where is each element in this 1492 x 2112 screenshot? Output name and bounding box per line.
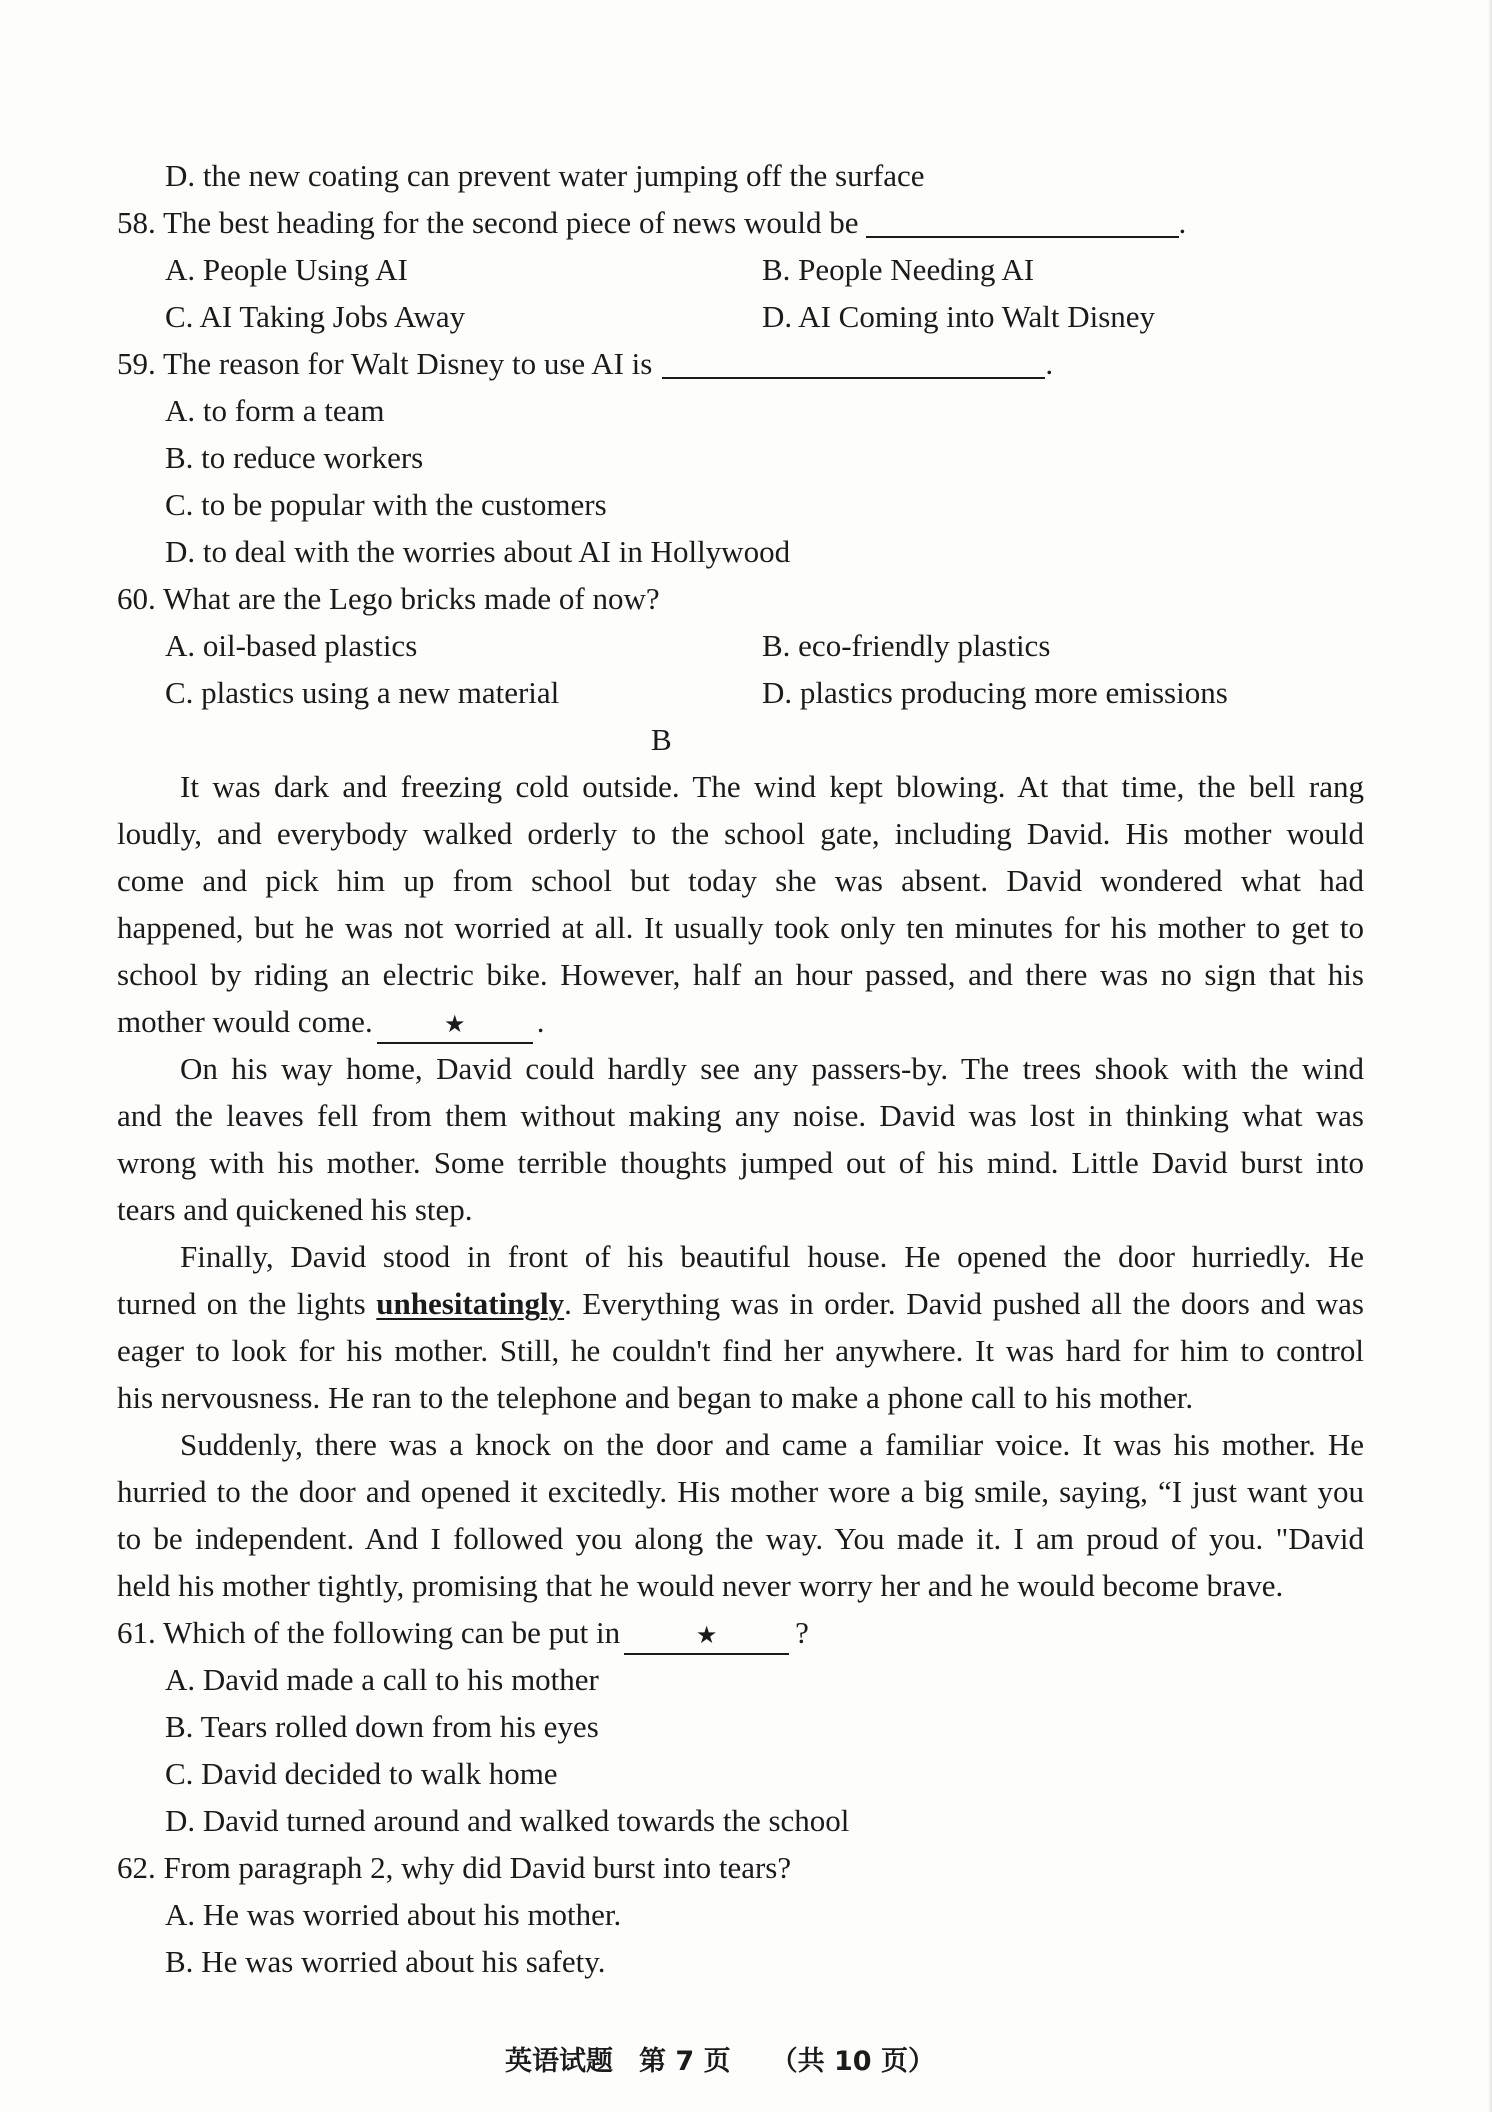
- q61-option-c: C. David decided to walk home: [165, 1756, 558, 1791]
- passage-paragraph-4: [117, 1421, 1364, 1609]
- paragraph-line: On his way home, David could hardly see any passers-by. The trees shook with the wind: [180, 1051, 1364, 1086]
- q59-option-b: B. to reduce workers: [165, 440, 424, 475]
- footer-total-pages: （共 10 页）: [770, 2046, 935, 2077]
- paragraph-line: school by riding an electric bike. However, half an hour passed, and there was no sign that his: [117, 957, 1364, 992]
- q59-stem: 59. The reason for Walt Disney to use AI is: [117, 346, 653, 381]
- q60-option-c: C. plastics using a new material: [165, 675, 560, 710]
- q59-stem-end: .: [1045, 346, 1054, 381]
- paragraph-line: his nervousness. He ran to the telephone and began to make a phone call to his mother.: [117, 1380, 1194, 1415]
- paragraph-line: Suddenly, there was a knock on the door and came a familiar voice. It was his mother. He: [180, 1427, 1364, 1462]
- paragraph-line: and the leaves fell from them without making any noise. David was lost in thinking what was: [117, 1098, 1364, 1133]
- q62-option-a: A. He was worried about his mother.: [165, 1897, 622, 1932]
- q59-option-c: C. to be popular with the customers: [165, 487, 607, 522]
- paragraph-line: to be independent. And I followed you along the way. You made it. I am proud of you. "David: [117, 1521, 1364, 1556]
- q61-stem-line: [117, 1609, 1364, 1656]
- paragraph-line: eager to look for his mother. Still, he couldn't find her anywhere. It was hard for him to control: [117, 1333, 1364, 1368]
- q58-stem-end: .: [1178, 205, 1187, 240]
- passage-paragraph-2: [117, 1045, 1364, 1233]
- star-blank: [624, 1617, 789, 1655]
- q58-option-a: A. People Using AI: [165, 252, 408, 287]
- q59-option-a: A. to form a team: [165, 393, 385, 428]
- paragraph-line-end: .: [536, 1004, 545, 1039]
- star-icon: ★: [443, 1010, 466, 1038]
- q59-stem-line: [117, 340, 1364, 387]
- q58-option-b: B. People Needing AI: [762, 252, 1035, 287]
- paragraph-line: hurried to the door and opened it excitedly. His mother wore a big smile, saying, “I just want you: [117, 1474, 1364, 1509]
- footer-page-number: 第 7 页: [639, 2046, 731, 2077]
- q59-option-d: D. to deal with the worries about AI in Hollywood: [165, 534, 791, 569]
- q61-stem-end: ?: [795, 1615, 809, 1650]
- q58-options-row-2: [117, 293, 1364, 340]
- q58-options-row-1: [117, 246, 1364, 293]
- q60-options-row-2: [117, 669, 1364, 716]
- footer-subject: 英语试题: [505, 2046, 613, 2077]
- q61-option-d: D. David turned around and walked towards the school: [165, 1803, 850, 1838]
- q59-answer-blank: [662, 353, 1045, 379]
- q61-option-b: B. Tears rolled down from his eyes: [165, 1709, 599, 1744]
- paragraph-line: held his mother tightly, promising that he would never worry her and he would become brave.: [117, 1568, 1284, 1603]
- star-blank: [377, 1006, 533, 1044]
- paragraph-line: happened, but he was not worried at all. It usually took only ten minutes for his mother to get to: [117, 910, 1364, 945]
- paragraph-line-with-keyword: [117, 1280, 1364, 1327]
- q57-option-d: D. the new coating can prevent water jumping off the surface: [165, 158, 925, 193]
- star-icon: ★: [695, 1621, 718, 1649]
- paragraph-line: Finally, David stood in front of his beautiful house. He opened the door hurriedly. He: [180, 1239, 1364, 1274]
- q62-stem: 62. From paragraph 2, why did David burst into tears?: [117, 1850, 792, 1885]
- page-footer: [505, 2038, 935, 2085]
- paragraph-line-text: mother would come.: [117, 1004, 373, 1039]
- passage-paragraph-1: [117, 763, 1364, 1045]
- q61-stem: 61. Which of the following can be put in: [117, 1615, 621, 1650]
- q58-answer-blank: [866, 212, 1179, 238]
- q60-options-row-1: [117, 622, 1364, 669]
- paragraph-line: loudly, and everybody walked orderly to the school gate, including David. His mother would: [117, 816, 1364, 851]
- underlined-keyword: unhesitatingly: [376, 1286, 565, 1321]
- paragraph-line: wrong with his mother. Some terrible thoughts jumped out of his mind. Little David burst into: [117, 1145, 1364, 1180]
- passage-paragraph-3: [117, 1233, 1364, 1421]
- section-heading: B: [651, 722, 672, 757]
- paragraph-line: It was dark and freezing cold outside. The wind kept blowing. At that time, the bell rang: [180, 769, 1364, 804]
- paragraph-line: come and pick him up from school but today she was absent. David wondered what had: [117, 863, 1364, 898]
- paragraph-line: tears and quickened his step.: [117, 1192, 473, 1227]
- page-content: [117, 152, 1364, 1985]
- q60-stem: 60. What are the Lego bricks made of now?: [117, 581, 660, 616]
- paragraph-line-text: turned on the lights: [117, 1286, 377, 1321]
- q58-stem-line: [117, 199, 1364, 246]
- q61-option-a: A. David made a call to his mother: [165, 1662, 599, 1697]
- q60-option-b: B. eco-friendly plastics: [762, 628, 1051, 663]
- paragraph-last-line: [117, 998, 1364, 1045]
- q58-option-d: D. AI Coming into Walt Disney: [762, 299, 1156, 334]
- scan-edge-shadow: [1488, 0, 1492, 2112]
- q60-option-a: A. oil-based plastics: [165, 628, 418, 663]
- q58-stem: 58. The best heading for the second piece of news would be: [117, 205, 859, 240]
- q58-option-c: C. AI Taking Jobs Away: [165, 299, 466, 334]
- q60-option-d: D. plastics producing more emissions: [762, 675, 1228, 710]
- paragraph-line-text: . Everything was in order. David pushed all the doors and was: [564, 1286, 1364, 1321]
- q62-option-b: B. He was worried about his safety.: [165, 1944, 606, 1979]
